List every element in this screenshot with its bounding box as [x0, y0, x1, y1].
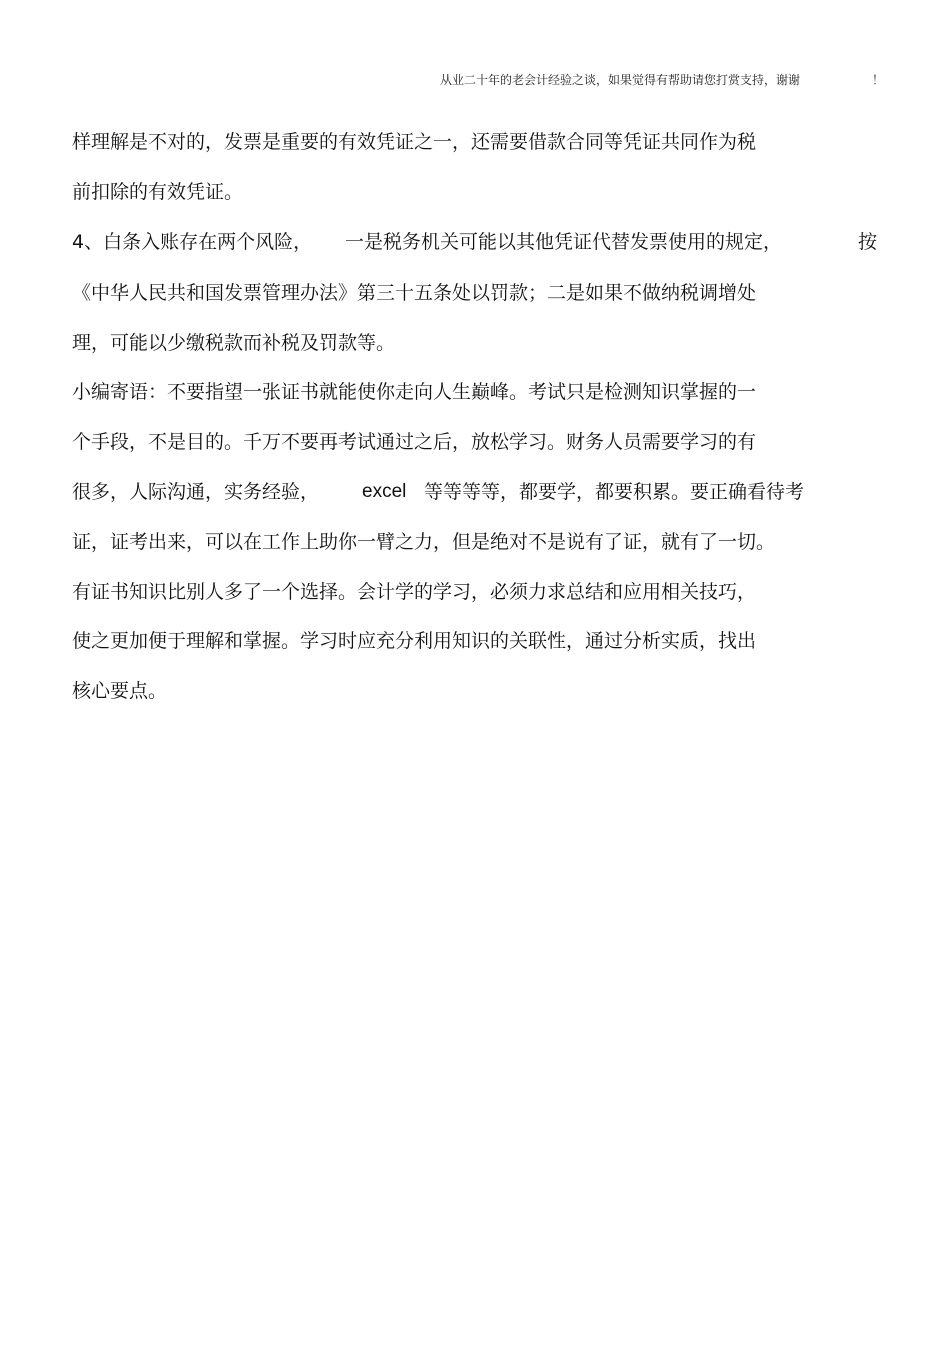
- line-text: 有证书知识比别人多了一个选择。会计学的学习，必须力求总结和应用相关技巧，: [72, 581, 757, 603]
- line-text: 核心要点。: [72, 680, 168, 702]
- line-text: 小编寄语：不要指望一张证书就能使你走向人生巅峰。考试只是检测知识掌握的一: [72, 381, 757, 403]
- line-text: 证，证考出来，可以在工作上助你一臂之力，但是绝对不是说有了证，就有了一切。: [72, 531, 776, 553]
- line-text-part-2: excel: [362, 481, 407, 502]
- line-text-part-1: 4、白条入账存在两个风险，: [72, 231, 313, 253]
- header-text: 从业二十年的老会计经验之谈，如果觉得有帮助请您打赏支持，谢谢: [440, 73, 801, 87]
- line-text-part-2: 一是税务机关可能以其他凭证代替发票使用的规定，: [345, 231, 783, 253]
- line-text: 个手段，不是目的。千万不要再考试通过之后，放松学习。财务人员需要学习的有: [72, 431, 757, 453]
- line-text: 使之更加便于理解和掌握。学习时应充分利用知识的关联性，通过分析实质，找出: [72, 630, 757, 652]
- line-text: 前扣除的有效凭证。: [72, 181, 244, 203]
- page-header: [440, 70, 885, 90]
- line-text-part-1: 很多，人际沟通，实务经验，: [72, 481, 320, 503]
- line-text-part-3: 等等等等，都要学，都要积累。要正确看待考: [424, 481, 805, 503]
- line-text: 《中华人民共和国发票管理办法》第三十五条处以罚款；二是如果不做纳税调增处: [72, 282, 757, 304]
- line-text-part-3: 按: [858, 231, 878, 253]
- line-text: 理，可能以少缴税款而补税及罚款等。: [72, 332, 396, 354]
- header-exclamation: ！: [872, 73, 885, 87]
- line-text: 样理解是不对的，发票是重要的有效凭证之一，还需要借款合同等凭证共同作为税: [72, 131, 757, 153]
